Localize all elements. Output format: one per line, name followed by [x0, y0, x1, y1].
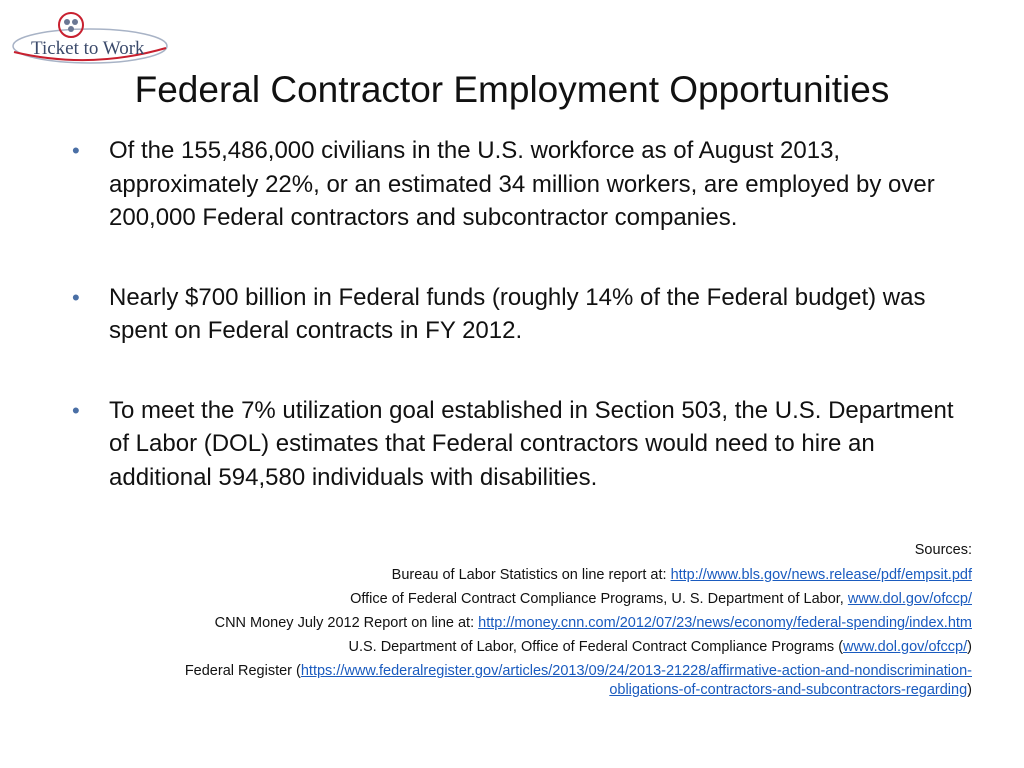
source-text: Bureau of Labor Statistics on line report at: — [391, 567, 671, 583]
source-link[interactable]: https://www.federalregister.gov/articles/2013/09/24/2013-21228/affirmative-action-and-nondiscrimination-obligations-of-contractors-and-subcontractors-regarding — [300, 663, 972, 698]
bullet-text: Nearly $700 billion in Federal funds (roughly 14% of the Federal budget) was spent on Federal contracts in FY 2012. — [109, 283, 926, 344]
bullet-item — [72, 394, 972, 495]
bullet-icon: • — [72, 397, 80, 423]
source-item — [152, 566, 972, 585]
source-text: CNN Money July 2012 Report on line at: — [214, 615, 479, 631]
logo-text: Ticket to Work — [31, 38, 145, 59]
source-link[interactable]: http://www.bls.gov/news.release/pdf/empsit.pdf — [670, 567, 972, 583]
source-item — [152, 614, 972, 633]
source-text: Federal Register ( — [184, 663, 301, 679]
source-suffix: ) — [967, 639, 972, 655]
source-item — [152, 638, 972, 657]
source-item — [152, 590, 972, 609]
bullet-text: Of the 155,486,000 civilians in the U.S. workforce as of August 2013, approximately 22%, or an estimated 34 million workers, are employed by over 200,000 Federal contractors and subcontractor companies. — [109, 137, 935, 231]
source-link[interactable]: www.dol.gov/ofccp/ — [843, 639, 968, 655]
slide-title: Federal Contractor Employment Opportunities — [134, 69, 890, 110]
source-text: Office of Federal Contract Compliance Programs, U. S. Department of Labor, — [350, 591, 848, 607]
source-link[interactable]: www.dol.gov/ofccp/ — [847, 591, 972, 607]
bullet-icon: • — [72, 284, 80, 310]
source-text: U.S. Department of Labor, Office of Federal Contract Compliance Programs ( — [348, 639, 844, 655]
sources-heading: Sources: — [914, 542, 972, 558]
bullet-text: To meet the 7% utilization goal established in Section 503, the U.S. Department of Labor (DOL) estimates that Federal contractors would need to hire an additional 594,580 individuals with disabilities. — [109, 396, 954, 491]
bullet-icon: • — [72, 138, 80, 163]
source-link[interactable]: http://money.cnn.com/2012/07/23/news/economy/federal-spending/index.htm — [478, 615, 972, 631]
source-item — [152, 662, 972, 700]
bullet-item — [72, 281, 972, 348]
bullet-list — [72, 134, 972, 540]
ticket-to-work-logo — [10, 8, 170, 68]
bullet-item — [72, 134, 972, 235]
sources-block — [152, 541, 972, 705]
source-suffix: ) — [967, 682, 972, 698]
